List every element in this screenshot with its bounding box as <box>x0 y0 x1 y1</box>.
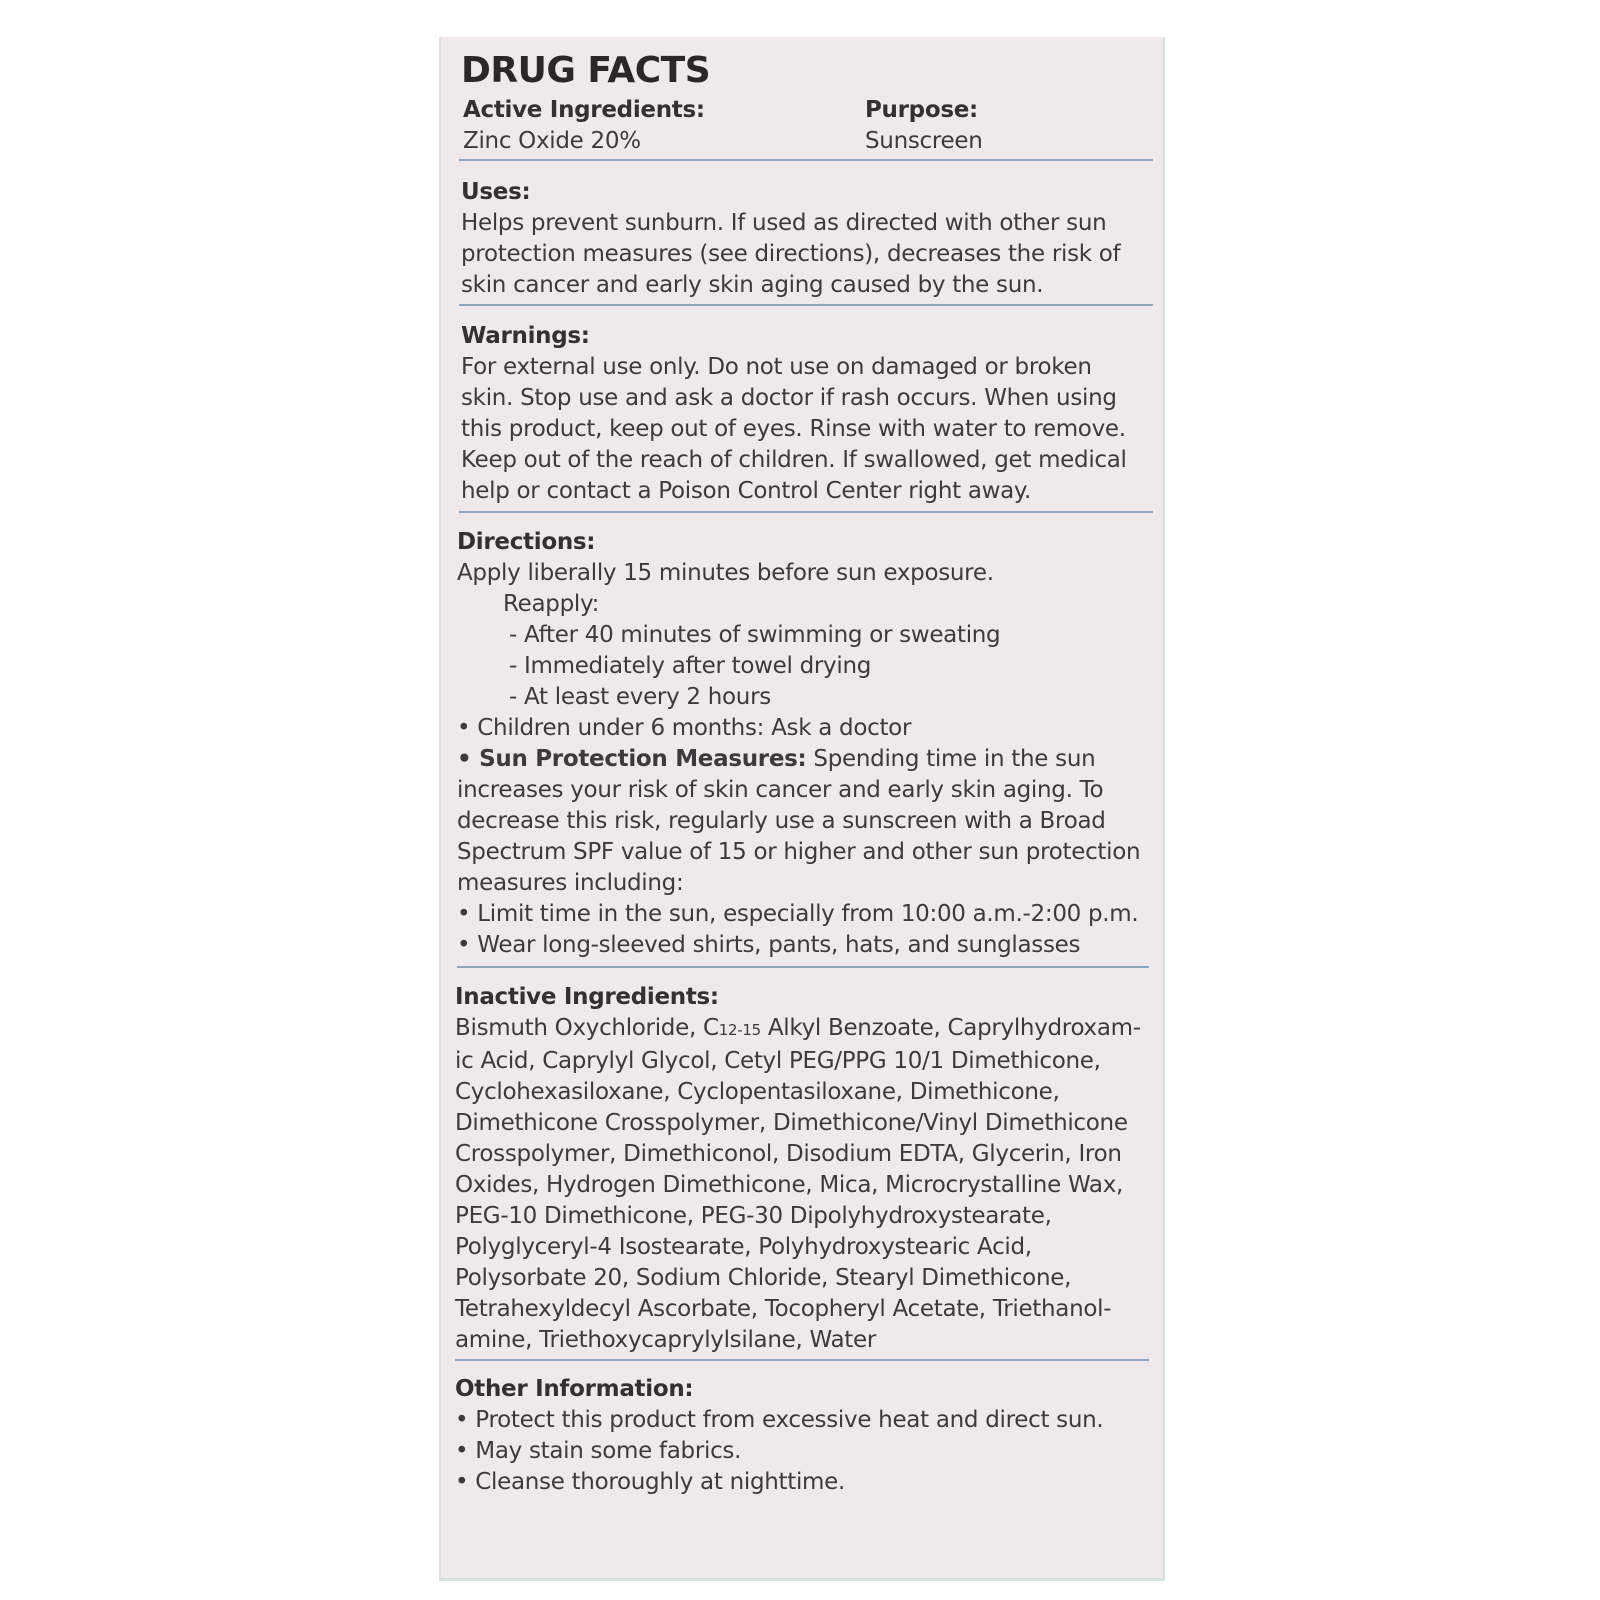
sun-protection-measures-label: • Sun Protection Measures: <box>457 746 807 772</box>
uses-line: skin cancer and early skin aging caused by the sun. <box>461 272 1044 298</box>
inactive-line: Oxides, Hydrogen Dimethicone, Mica, Microcrystalline Wax, <box>455 1172 1124 1198</box>
warnings-section <box>461 321 1143 507</box>
uses-line: Helps prevent sunburn. If used as directed with other sun <box>461 210 1107 236</box>
other-information-line: • Protect this product from excessive heat and direct sun. <box>455 1407 1104 1433</box>
active-ingredients-header: Active Ingredients: <box>463 97 705 123</box>
inactive-line: Dimethicone Crosspolymer, Dimethicone/Vinyl Dimethicone <box>455 1110 1128 1136</box>
inactive-ingredients-header: Inactive Ingredients: <box>455 984 719 1010</box>
spm-line: increases your risk of skin cancer and early skin aging. To <box>457 777 1104 803</box>
warnings-line: Keep out of the reach of children. If swallowed, get medical <box>461 447 1127 473</box>
divider <box>459 304 1153 306</box>
directions-bullet: • Limit time in the sun, especially from 10:00 a.m.-2:00 p.m. <box>457 901 1139 927</box>
active-ingredient-value: Zinc Oxide 20% <box>463 128 641 154</box>
uses-header: Uses: <box>461 179 531 205</box>
uses-line: protection measures (see directions), decreases the risk of <box>461 241 1121 267</box>
purpose-header: Purpose: <box>865 97 978 123</box>
active-ingredients-column <box>463 95 705 157</box>
inactive-line-part: Alkyl Benzoate, Caprylhydroxam- <box>760 1015 1141 1041</box>
inactive-line-part: Bismuth Oxychloride, C <box>455 1015 719 1041</box>
inactive-line: Polysorbate 20, Sodium Chloride, Stearyl Dimethicone, <box>455 1265 1072 1291</box>
drug-facts-panel <box>439 37 1165 1581</box>
inactive-line: PEG-10 Dimethicone, PEG-30 Dipolyhydroxystearate, <box>455 1203 1052 1229</box>
reapply-item: - After 40 minutes of swimming or sweating <box>509 622 1001 648</box>
directions-apply: Apply liberally 15 minutes before sun exposure. <box>457 560 994 586</box>
uses-section <box>461 177 1143 301</box>
warnings-header: Warnings: <box>461 323 590 349</box>
inactive-line: Crosspolymer, Dimethiconol, Disodium EDTA, Glycerin, Iron <box>455 1141 1122 1167</box>
inactive-line: Polyglyceryl-4 Isostearate, Polyhydroxystearic Acid, <box>455 1234 1032 1260</box>
other-information-header: Other Information: <box>455 1376 694 1402</box>
inactive-ingredients-section <box>455 982 1143 1356</box>
divider <box>457 966 1149 968</box>
sun-protection-measures-text: Spending time in the sun <box>806 746 1096 772</box>
divider <box>459 159 1153 161</box>
directions-section <box>457 527 1143 961</box>
reapply-item: - At least every 2 hours <box>509 684 771 710</box>
other-information-line: • May stain some fabrics. <box>455 1438 742 1464</box>
reapply-item: - Immediately after towel drying <box>509 653 872 679</box>
spm-line: Spectrum SPF value of 15 or higher and other sun protection <box>457 839 1141 865</box>
warnings-line: this product, keep out of eyes. Rinse with water to remove. <box>461 416 1126 442</box>
purpose-value: Sunscreen <box>865 128 983 154</box>
directions-children: • Children under 6 months: Ask a doctor <box>457 715 912 741</box>
warnings-line: For external use only. Do not use on damaged or broken <box>461 354 1092 380</box>
inactive-line <box>455 1013 1143 1046</box>
spm-line: decrease this risk, regularly use a sunscreen with a Broad <box>457 808 1106 834</box>
directions-reapply-label: Reapply: <box>503 591 600 617</box>
other-information-line: • Cleanse thoroughly at nighttime. <box>455 1469 846 1495</box>
warnings-line: help or contact a Poison Control Center right away. <box>461 478 1031 504</box>
divider <box>455 1359 1149 1361</box>
spm-line: measures including: <box>457 870 684 896</box>
directions-header: Directions: <box>457 529 596 555</box>
page-title: DRUG FACTS <box>461 50 711 91</box>
purpose-column <box>865 95 983 157</box>
inactive-line-subscript: 12-15 <box>718 1021 761 1039</box>
divider <box>459 511 1153 513</box>
inactive-line: ic Acid, Caprylyl Glycol, Cetyl PEG/PPG 10/1 Dimethicone, <box>455 1048 1101 1074</box>
directions-bullet: • Wear long-sleeved shirts, pants, hats, and sunglasses <box>457 932 1081 958</box>
sun-protection-measures <box>457 744 1143 775</box>
inactive-line: Tetrahexyldecyl Ascorbate, Tocopheryl Acetate, Triethanol- <box>455 1296 1112 1322</box>
other-information-section <box>455 1374 1143 1498</box>
warnings-line: skin. Stop use and ask a doctor if rash occurs. When using <box>461 385 1117 411</box>
inactive-line: Cyclohexasiloxane, Cyclopentasiloxane, Dimethicone, <box>455 1079 1060 1105</box>
inactive-line: amine, Triethoxycaprylylsilane, Water <box>455 1327 876 1353</box>
